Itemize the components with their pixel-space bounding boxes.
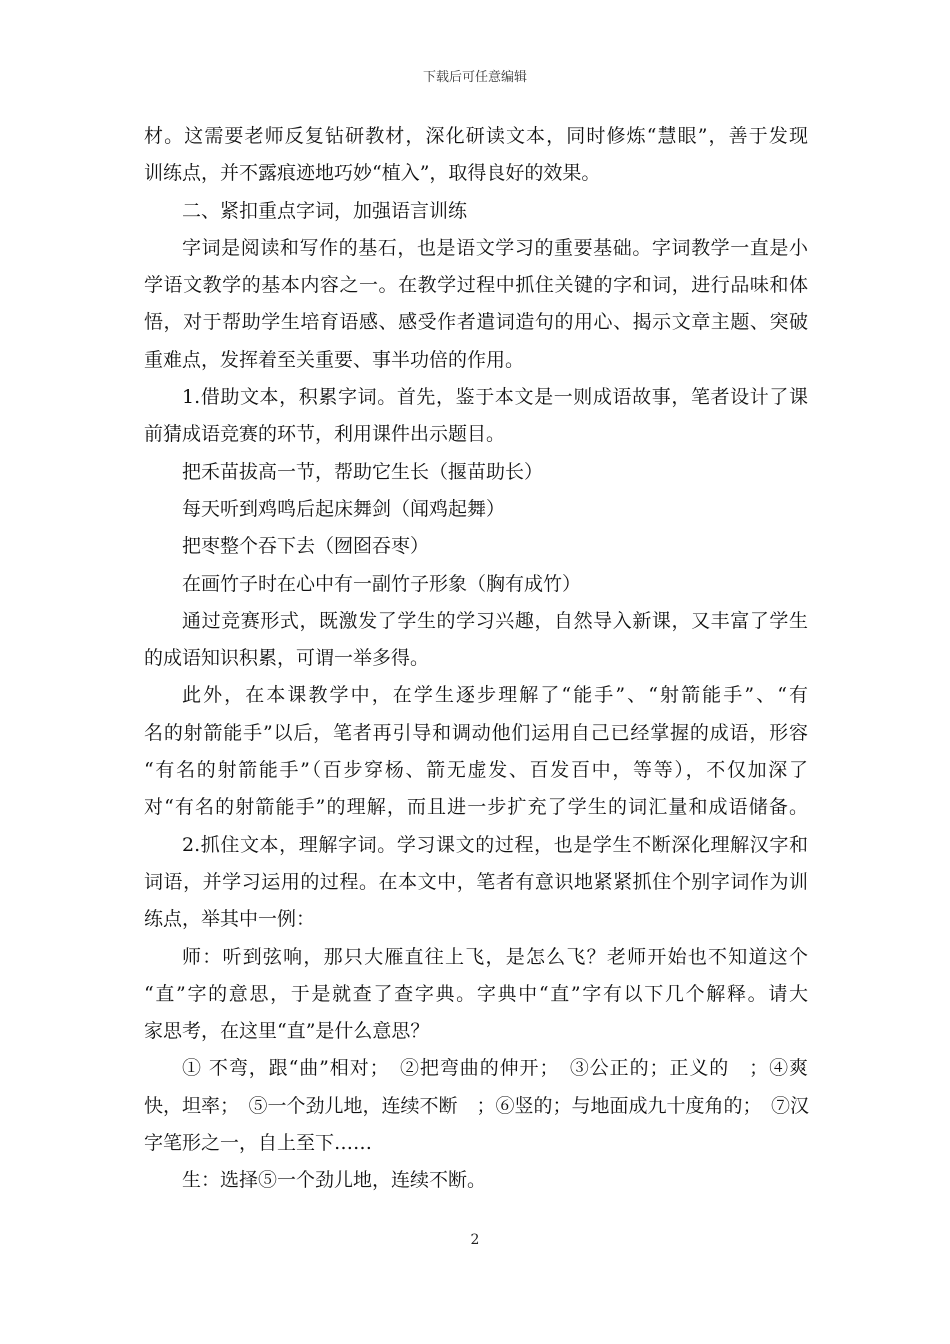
text-line: 重难点，发挥着至关重要、事半功倍的作用。 — [144, 348, 525, 371]
section-heading: 二、紧扣重点字词，加强语言训练 — [182, 199, 468, 222]
text-line: 每天听到鸡鸣后起床舞剑（闻鸡起舞） — [182, 497, 506, 520]
text-line: 在画竹子时在心中有一副竹子形象（胸有成竹） — [182, 572, 582, 595]
text-line: 字词是阅读和写作的基石，也是语文学习的重要基础。字词教学一直是小 — [182, 236, 808, 259]
text-line: 材。这需要老师反复钻研教材，深化研读文本，同时修炼“慧眼”，善于发现 — [144, 125, 808, 147]
text-line: 通过竞赛形式，既激发了学生的学习兴趣，自然导入新课，又丰富了学生 — [182, 609, 808, 632]
text-line: 的成语知识积累，可谓一举多得。 — [144, 647, 430, 670]
text-line: 1.借助文本，积累字词。首先，鉴于本文是一则成语故事，笔者设计了课 — [182, 386, 808, 409]
text-line: 训练点，并不露痕迹地巧妙“植入”，取得良好的效果。 — [144, 162, 601, 185]
text-line: 学语文教学的基本内容之一。在教学过程中抓住关键的字和词，进行品味和体 — [144, 274, 808, 297]
text-line: 悟，对于帮助学生培育语感、感受作者遣词造句的用心、揭示文章主题、突破 — [144, 311, 808, 334]
page-number: 2 — [470, 1232, 480, 1248]
text-line: 2.抓住文本，理解字词。学习课文的过程，也是学生不断深化理解汉字和 — [182, 833, 808, 856]
document-body — [144, 118, 808, 1200]
text-line: 快，坦率； ⑤一个劲儿地，连续不断 ；⑥竖的；与地面成九十度角的； ⑦汉 — [144, 1094, 810, 1117]
text-line: 师：听到弦响，那只大雁直往上飞，是怎么飞？老师开始也不知道这个 — [182, 945, 808, 968]
text-line: 对“有名的射箭能手”的理解，而且进一步扩充了学生的词汇量和成语储备。 — [144, 796, 808, 819]
text-line: 前猜成语竞赛的环节，利用课件出示题目。 — [144, 423, 506, 446]
text-line: 把禾苗拔高一节，帮助它生长（揠苗助长） — [182, 460, 544, 483]
text-line: ① 不弯，跟“曲”相对； ②把弯曲的伸开； ③公正的；正义的 ；④爽 — [182, 1057, 808, 1080]
text-line: 词语，并学习运用的过程。在本文中，笔者有意识地紧紧抓住个别字词作为训 — [144, 870, 808, 893]
text-line: 生：选择⑤一个劲儿地，连续不断。 — [182, 1169, 487, 1192]
page-header: 下载后可任意编辑 — [422, 70, 527, 85]
text-line: 练点，举其中一例： — [144, 908, 316, 931]
text-line: 把枣整个吞下去（囫囵吞枣） — [182, 535, 430, 558]
text-line: “直”字的意思，于是就查了查字典。字典中“直”字有以下几个解释。请大 — [144, 982, 808, 1005]
text-line: 名的射箭能手”以后，笔者再引导和调动他们运用自己已经掌握的成语，形容 — [144, 721, 808, 744]
text-line: 此外，在本课教学中，在学生逐步理解了“能手”、“射箭能手”、“有 — [182, 684, 808, 707]
text-line: “有名的射箭能手”（百步穿杨、箭无虚发、百发百中，等等），不仅加深了 — [144, 759, 808, 782]
text-line: 字笔形之一，自上至下…… — [144, 1132, 373, 1155]
text-line: 家思考，在这里“直”是什么意思？ — [144, 1020, 430, 1043]
